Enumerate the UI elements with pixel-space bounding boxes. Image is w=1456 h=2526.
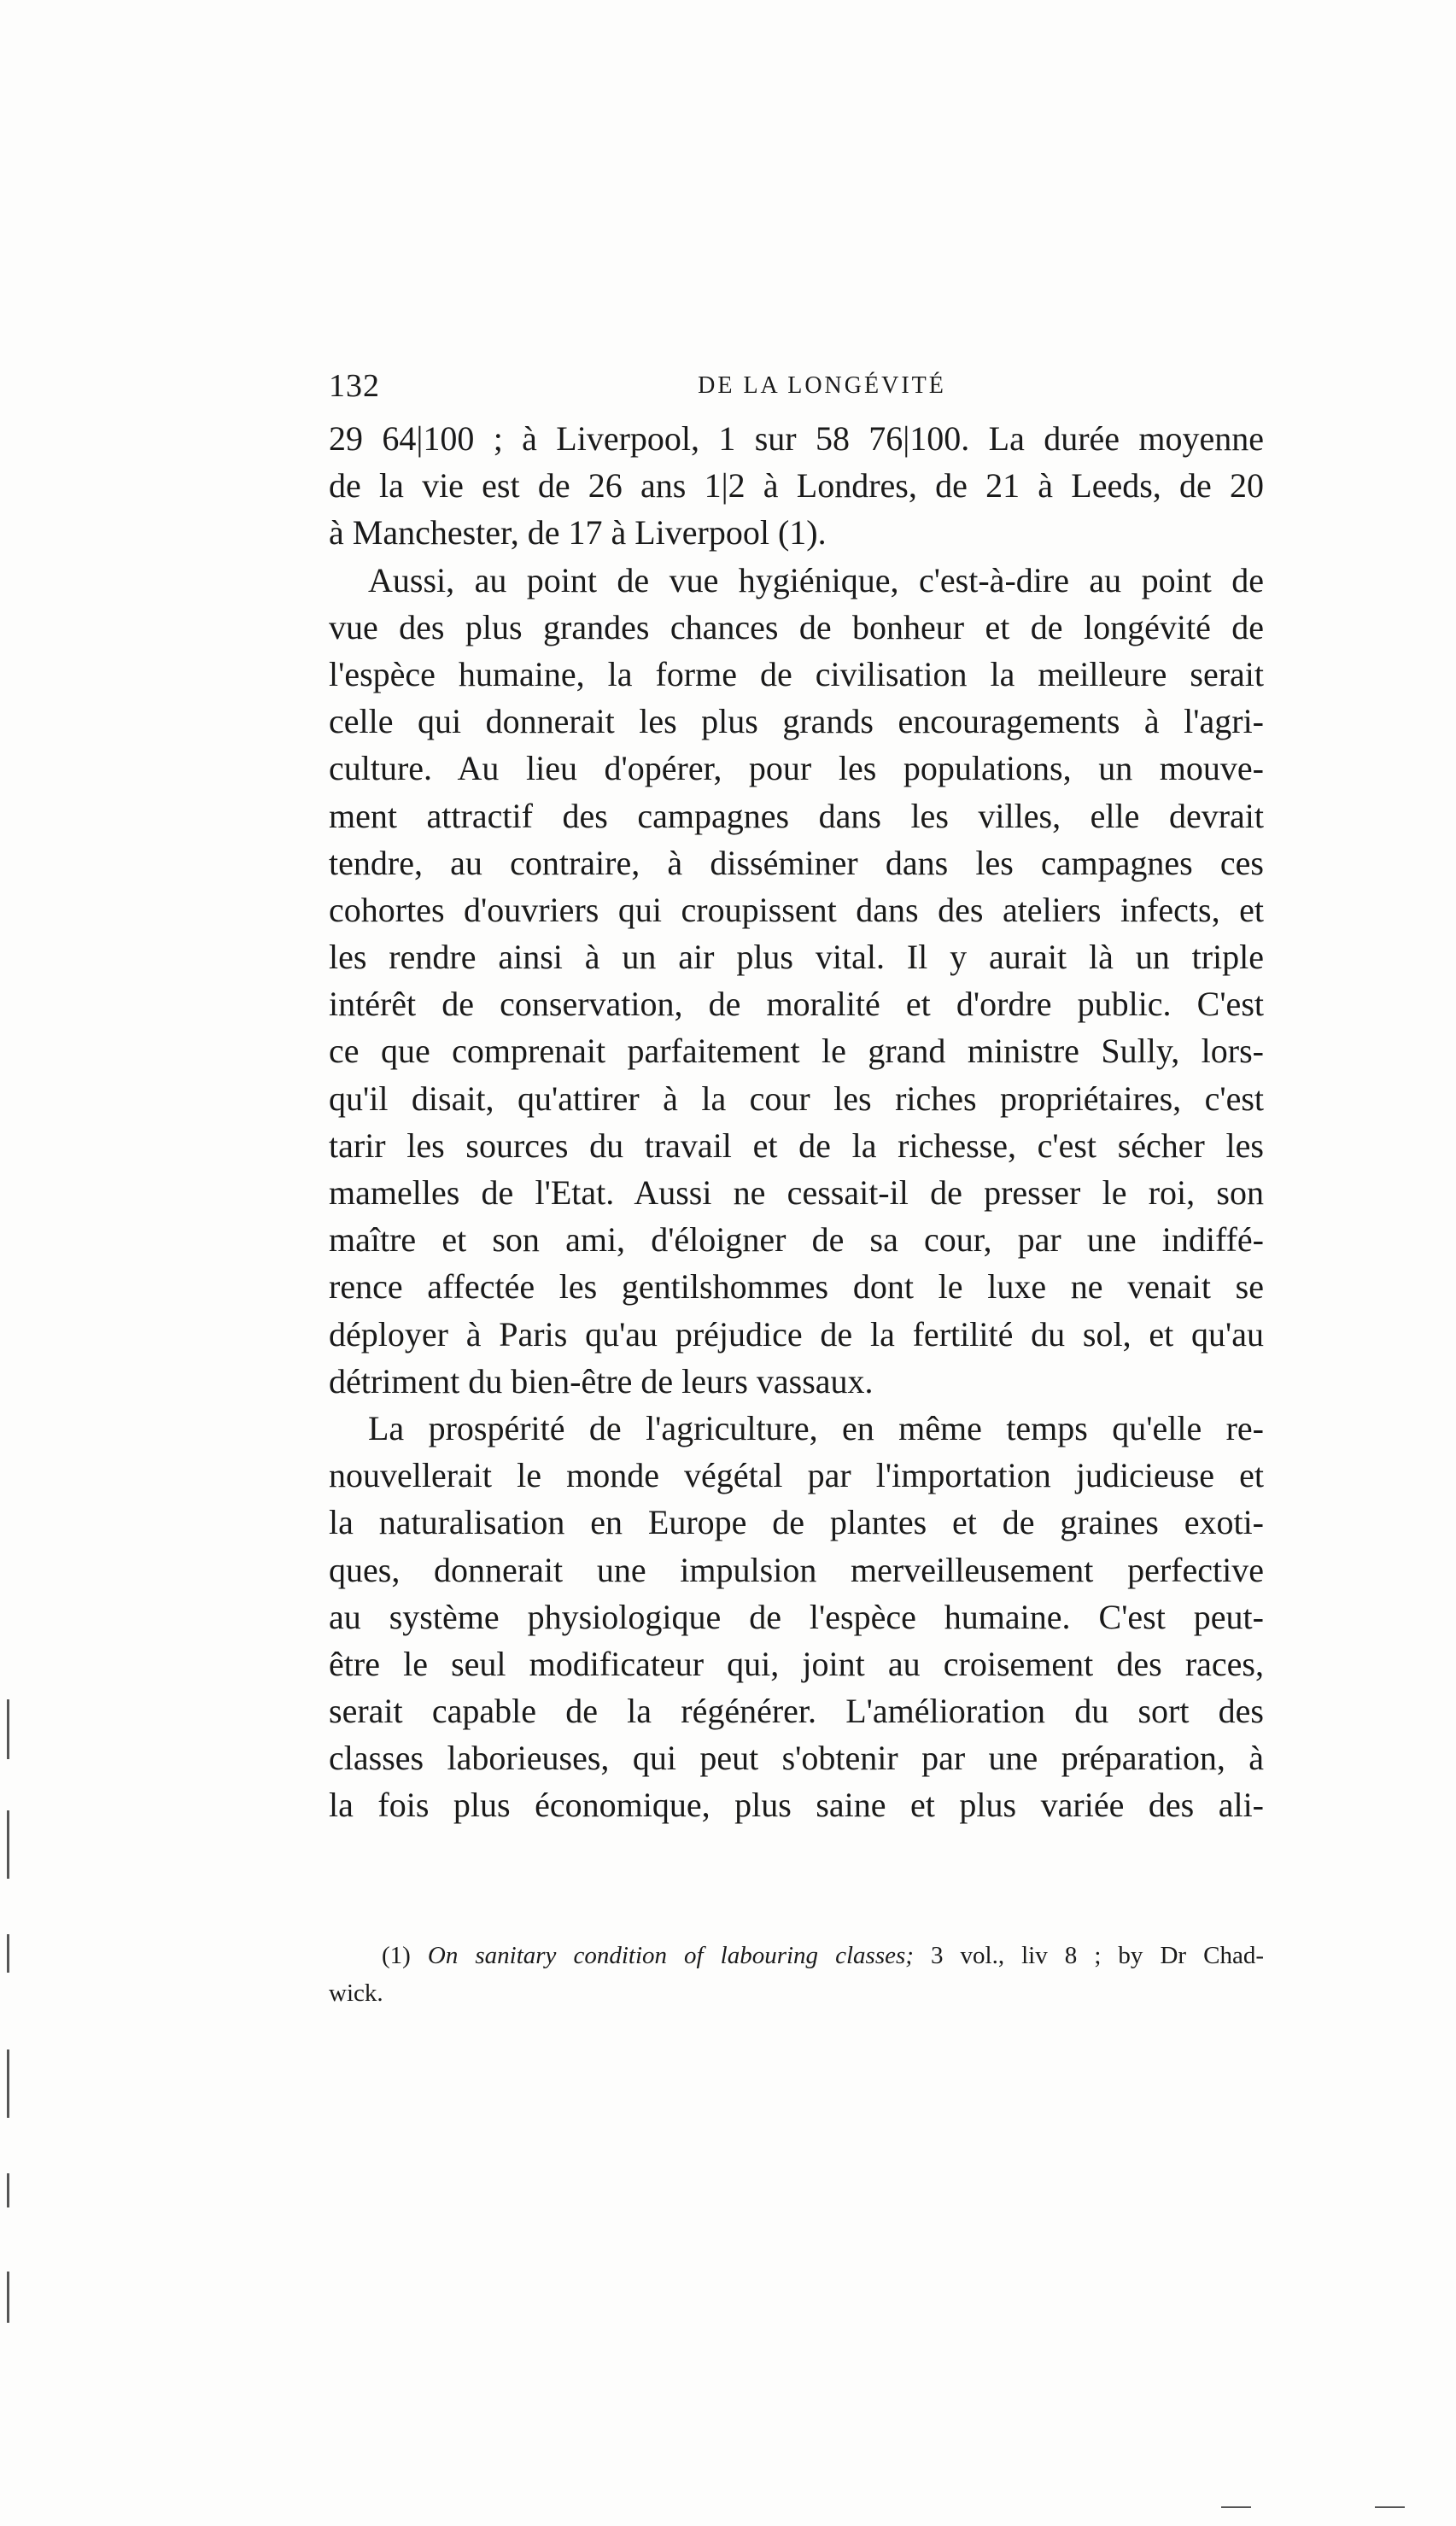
scan-mark: [7, 2049, 9, 2118]
text-line: serait capable de la régénérer. L'amélioration du sort des: [329, 1692, 1264, 1731]
footnote-continuation: wick.: [329, 1979, 383, 2007]
scan-mark: [1375, 2506, 1405, 2508]
text-line: ce que comprenait parfaitement le grand ministre Sully, lors-: [329, 1032, 1264, 1071]
text-line: nouvellerait le monde végétal par l'importation judicieuse et: [329, 1456, 1264, 1495]
body-text: [329, 415, 1264, 1829]
text-line: au système physiologique de l'espèce humaine. C'est peut-: [329, 1597, 1264, 1636]
scan-mark: [1221, 2506, 1251, 2508]
text-line: celle qui donnerait les plus grands encouragements à l'agri-: [329, 702, 1264, 741]
text-line: qu'il disait, qu'attirer à la cour les riches propriétaires, c'est: [329, 1079, 1264, 1118]
text-line: la fois plus économique, plus saine et plus variée des ali-: [329, 1786, 1264, 1825]
text-line: mamelles de l'Etat. Aussi ne cessait-il de presser le roi, son: [329, 1173, 1264, 1212]
page-number: 132: [329, 368, 380, 404]
scan-mark: [7, 1934, 9, 1973]
text-line: être le seul modificateur qui, joint au croisement des races,: [329, 1644, 1264, 1683]
text-line: tarir les sources du travail et de la richesse, c'est sécher les: [329, 1126, 1264, 1165]
text-line: Aussi, au point de vue hygiénique, c'est-à-dire au point de: [368, 560, 1264, 599]
text-line: ment attractif des campagnes dans les villes, elle devrait: [329, 796, 1264, 835]
text-line: déployer à Paris qu'au préjudice de la fertilité du sol, et qu'au: [329, 1314, 1264, 1354]
text-line: les rendre ainsi à un air plus vital. Il y aurait là un triple: [329, 938, 1264, 977]
footnote: [329, 1937, 1264, 2012]
text-line: à Manchester, de 17 à Liverpool (1).: [329, 513, 827, 553]
text-line: la naturalisation en Europe de plantes et de graines exoti-: [329, 1503, 1264, 1542]
footnote-details: 3 vol., liv 8 ; by Dr Chad-: [930, 1942, 1264, 1969]
text-line: ques, donnerait une impulsion merveilleusement perfective: [329, 1550, 1264, 1589]
text-line: tendre, au contraire, à disséminer dans les campagnes ces: [329, 843, 1264, 882]
scan-mark: [7, 2272, 9, 2323]
text-line: La prospérité de l'agriculture, en même temps qu'elle re-: [368, 1408, 1264, 1447]
footnote-title: On sanitary condition of labouring classes;: [427, 1942, 914, 1969]
footnote-line: [329, 1937, 1264, 1974]
scan-mark: [7, 2173, 9, 2207]
text-line: de la vie est de 26 ans 1|2 à Londres, de 21 à Leeds, de 20: [329, 466, 1264, 506]
running-title: DE LA LONGÉVITÉ: [698, 372, 946, 399]
text-line: rence affectée les gentilshommes dont le luxe ne venait se: [329, 1267, 1264, 1307]
scan-mark: [7, 1699, 9, 1759]
page-header: [329, 367, 1264, 410]
text-line: intérêt de conservation, de moralité et d'ordre public. C'est: [329, 985, 1264, 1024]
scan-mark: [7, 1810, 9, 1879]
footnote-marker: (1): [382, 1942, 411, 1969]
text-line: l'espèce humaine, la forme de civilisation la meilleure serait: [329, 654, 1264, 693]
text-line: culture. Au lieu d'opérer, pour les populations, un mouve-: [329, 749, 1264, 788]
text-line: vue des plus grandes chances de bonheur et de longévité de: [329, 607, 1264, 646]
text-line: cohortes d'ouvriers qui croupissent dans des ateliers infects, et: [329, 890, 1264, 929]
text-line: classes laborieuses, qui peut s'obtenir par une préparation, à: [329, 1739, 1264, 1778]
text-line: maître et son ami, d'éloigner de sa cour, par une indiffé-: [329, 1220, 1264, 1260]
text-line: 29 64|100 ; à Liverpool, 1 sur 58 76|100. La durée moyenne: [329, 419, 1264, 458]
text-line: détriment du bien-être de leurs vassaux.: [329, 1361, 874, 1400]
